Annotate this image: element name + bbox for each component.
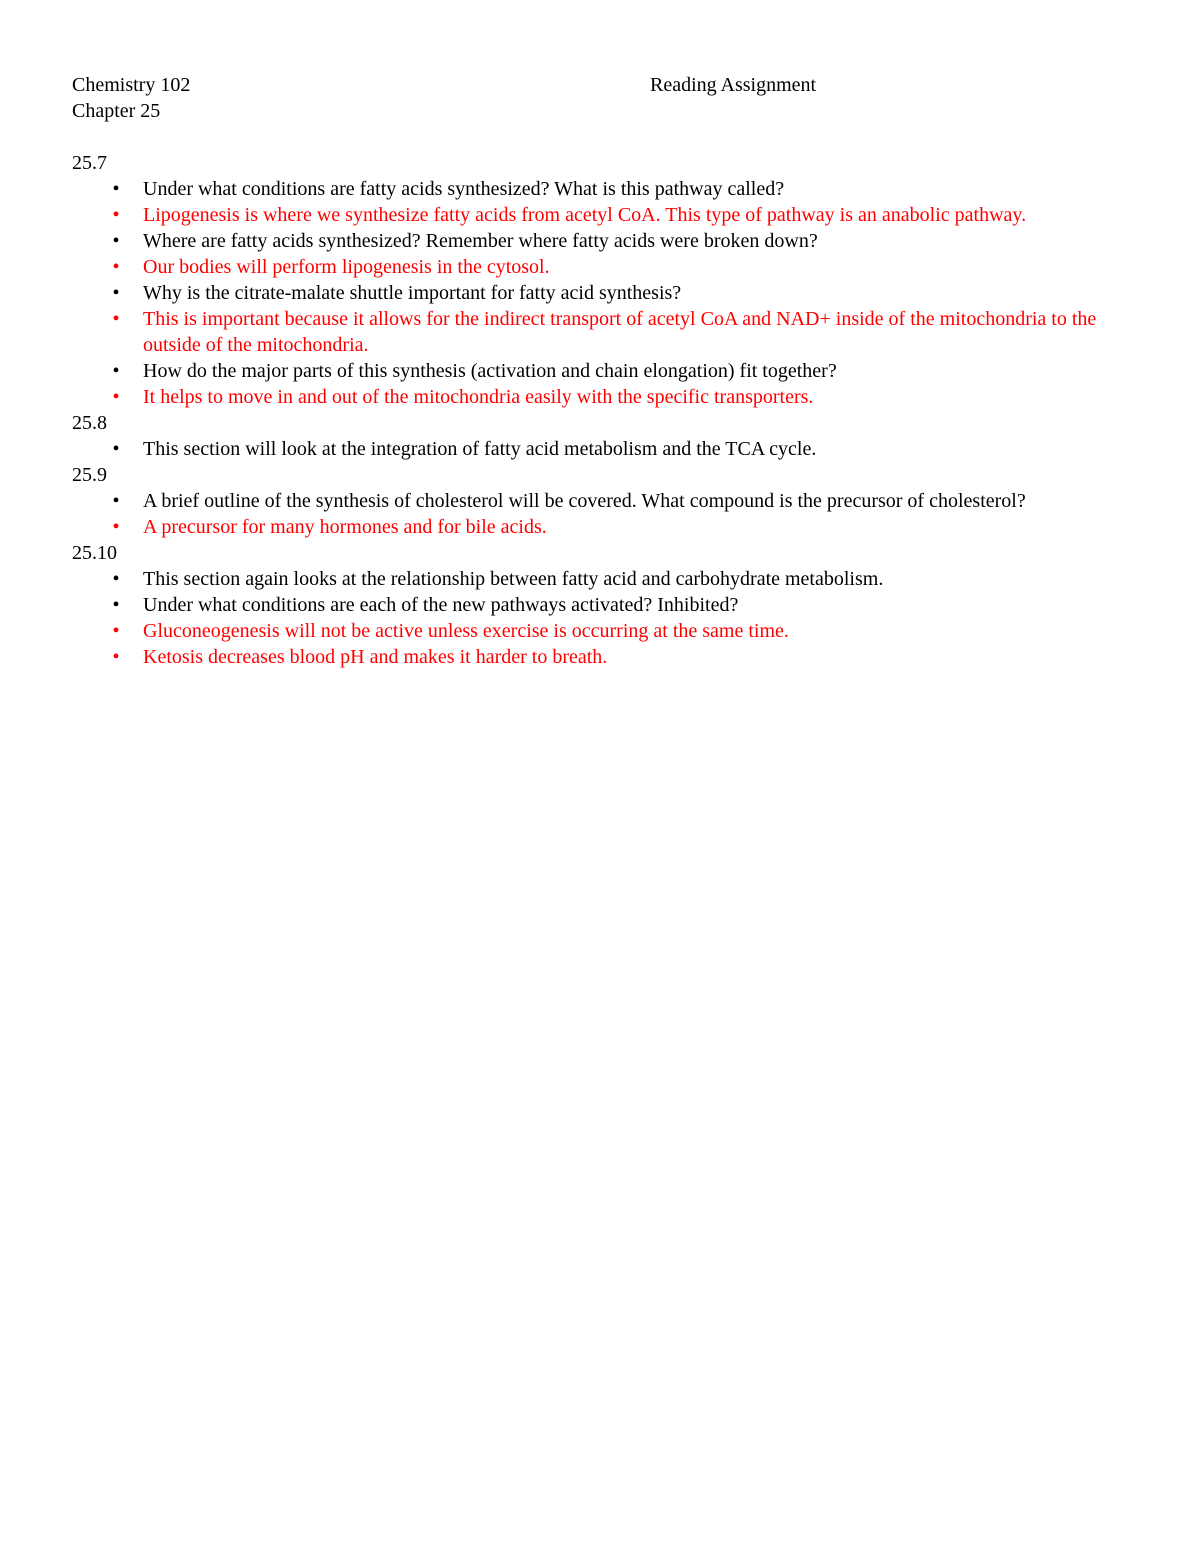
item-text: Our bodies will perform lipogenesis in the cytosol. [143,256,550,278]
answer-item [72,306,1132,358]
assignment-title: Reading Assignment [650,74,817,96]
item-text: This is important because it allows for the indirect transport of acetyl CoA and NAD+ inside of the mitochondria to the outside of the mitochondria. [143,308,1097,356]
bullet-dot-icon: • [112,256,120,278]
question-item [72,280,1132,306]
bullet-dot-icon: • [112,594,120,616]
bullet-dot-icon: • [112,360,120,382]
item-text: Where are fatty acids synthesized? Remember where fatty acids were broken down? [143,230,818,252]
bullet-list [72,566,1132,670]
answer-item [72,644,1132,670]
bullet-dot-icon: • [112,178,120,200]
bullet-dot-icon: • [112,308,120,330]
item-text: Under what conditions are each of the new pathways activated? Inhibited? [143,594,739,616]
item-text: This section again looks at the relationship between fatty acid and carbohydrate metabolism. [143,568,884,590]
item-text: Ketosis decreases blood pH and makes it harder to breath. [143,646,608,668]
section-number: 25.9 [72,464,107,486]
item-text: How do the major parts of this synthesis (activation and chain elongation) fit together? [143,360,837,382]
document-header [72,72,1132,98]
bullet-dot-icon: • [112,230,120,252]
item-text: Under what conditions are fatty acids synthesized? What is this pathway called? [143,178,785,200]
section-number: 25.10 [72,542,117,564]
blank-line [72,124,1132,150]
answer-item [72,254,1132,280]
bullet-list [72,488,1132,540]
answer-item [72,514,1132,540]
bullet-dot-icon: • [112,646,120,668]
question-item [72,228,1132,254]
bullet-dot-icon: • [112,620,120,642]
question-item [72,592,1132,618]
section-number: 25.7 [72,152,107,174]
course-title: Chemistry 102 [72,74,191,96]
section-number: 25.8 [72,412,107,434]
answer-item [72,202,1132,228]
item-text: Why is the citrate-malate shuttle important for fatty acid synthesis? [143,282,682,304]
item-text: It helps to move in and out of the mitochondria easily with the specific transporters. [143,386,814,408]
document-page [72,72,1132,670]
bullet-dot-icon: • [112,490,120,512]
item-text: This section will look at the integration of fatty acid metabolism and the TCA cycle. [143,438,817,460]
question-item [72,358,1132,384]
question-item [72,436,1132,462]
question-item [72,488,1132,514]
question-item [72,566,1132,592]
bullet-dot-icon: • [112,438,120,460]
item-text: A precursor for many hormones and for bile acids. [143,516,547,538]
item-text: Gluconeogenesis will not be active unless exercise is occurring at the same time. [143,620,789,642]
question-item [72,176,1132,202]
bullet-list [72,436,1132,462]
bullet-list [72,176,1132,410]
bullet-dot-icon: • [112,386,120,408]
sections-container [72,150,1132,670]
answer-item [72,618,1132,644]
bullet-dot-icon: • [112,204,120,226]
bullet-dot-icon: • [112,516,120,538]
item-text: A brief outline of the synthesis of cholesterol will be covered. What compound is the precursor of cholesterol? [143,490,1026,512]
chapter-title: Chapter 25 [72,100,161,122]
answer-item [72,384,1132,410]
bullet-dot-icon: • [112,282,120,304]
item-text: Lipogenesis is where we synthesize fatty acids from acetyl CoA. This type of pathway is an anabolic pathway. [143,204,1027,226]
bullet-dot-icon: • [112,568,120,590]
